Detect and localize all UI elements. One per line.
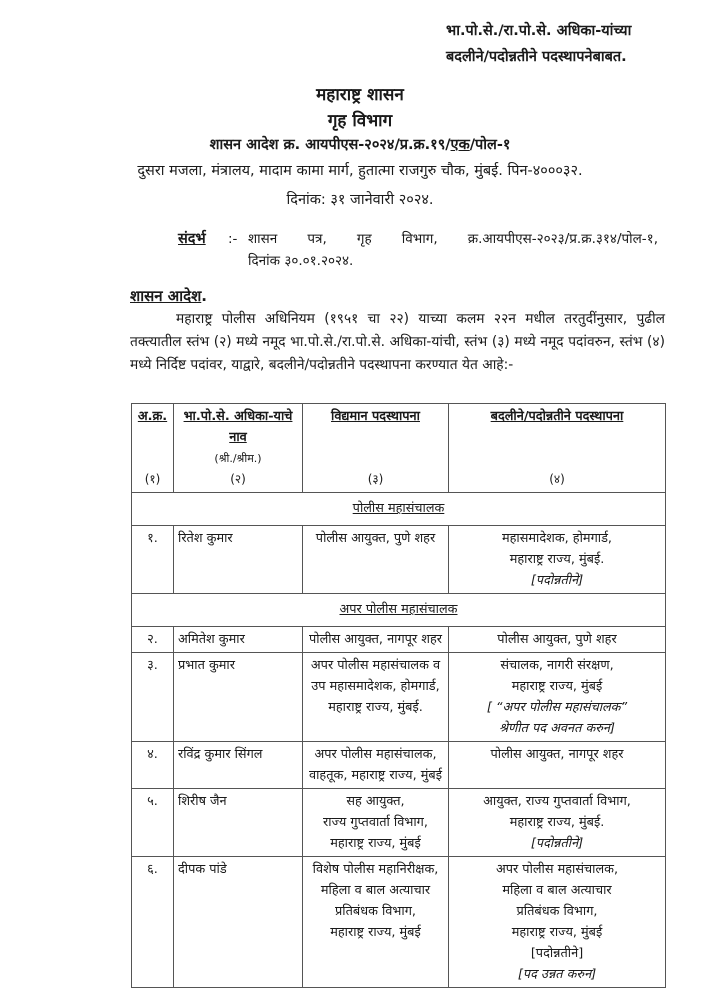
serial-number: ६. (147, 862, 158, 877)
posting-note: [पद उन्नत करुन] (517, 967, 597, 982)
header-current-num: (३) (367, 472, 384, 486)
table-row (132, 526, 666, 594)
officer-name-cell (174, 789, 303, 857)
department-title: गृह विभाग (327, 111, 393, 131)
category-label: पोलीस महासंचालक (352, 501, 445, 516)
office-address: दुसरा मजला, मंत्रालय, मादाम कामा मार्ग, हुतात्मा राजगुरु चौक, मुंबई. पिन-४०००३२. (137, 163, 583, 179)
category-cell (132, 594, 666, 627)
new-posting-line: महासमादेशक, होमगार्ड, (501, 531, 613, 546)
current-posting-line: महिला व बाल अत्याचार (320, 883, 431, 898)
posting-note: श्रेणीत पद अवनत करुन] (498, 721, 616, 736)
serial-number: ३. (147, 658, 158, 673)
current-posting-line: विशेष पोलीस महानिरीक्षक, (312, 862, 439, 877)
posting-note: [ “अपर पोलीस महासंचालक” (486, 700, 628, 715)
new-posting-cell (449, 627, 666, 653)
current-posting-line: राज्य गुप्तवार्ता विभाग, (323, 815, 428, 830)
category-row (132, 594, 666, 627)
officer-name-cell (174, 857, 303, 988)
new-posting-line: महाराष्ट्र राज्य, मुंबई (511, 925, 603, 940)
new-posting-line: महाराष्ट्र राज्य, मुंबई (511, 679, 603, 694)
current-posting-line: पोलीस आयुक्त, नागपूर शहर (308, 632, 442, 647)
officer-name-cell (174, 627, 303, 653)
serial-cell (132, 653, 174, 742)
subject-line-1: भा.पो.से./रा.पो.से. अधिका-यांच्या (446, 23, 632, 39)
posting-table (131, 403, 666, 988)
reference-block (178, 228, 668, 272)
current-posting-line: प्रतिबंधक विभाग, (335, 904, 416, 919)
current-posting-line: वाहतूक, महाराष्ट्र राज्य, मुंबई (308, 768, 442, 783)
serial-cell (132, 857, 174, 988)
new-posting-line: महाराष्ट्र राज्य, मुंबई. (509, 552, 605, 567)
current-posting-line: अपर पोलीस महासंचालक, (314, 747, 437, 762)
current-posting-cell (303, 526, 449, 594)
serial-number: ४. (147, 747, 158, 762)
header-serial-num: (१) (144, 472, 161, 486)
table-row (132, 653, 666, 742)
header-new-title: बदलीने/पदोन्नतीने पदस्थापना (490, 409, 624, 424)
current-posting-line: सह आयुक्त, (346, 794, 405, 809)
new-posting-line: महिला व बाल अत्याचार (502, 883, 612, 898)
table-row (132, 789, 666, 857)
serial-cell (132, 789, 174, 857)
new-posting-line: पोलीस आयुक्त, पुणे शहर (497, 632, 617, 647)
header-current-title: विद्यमान पदस्थापना (331, 409, 420, 424)
header-new-posting (449, 404, 666, 493)
officer-name: रितेश कुमार (178, 531, 233, 546)
order-body (130, 308, 665, 377)
new-posting-line: अपर पोलीस महासंचालक, (495, 862, 619, 877)
officer-name: प्रभात कुमार (178, 658, 235, 673)
current-posting-line: महाराष्ट्र राज्य, मुंबई. (328, 700, 423, 715)
serial-number: ५. (147, 794, 158, 809)
current-posting-cell (303, 857, 449, 988)
reference-colon: :- (228, 231, 238, 247)
reference-line-2: दिनांक ३०.०१.२०२४. (248, 253, 354, 269)
order-heading-period: . (201, 287, 207, 305)
serial-cell (132, 526, 174, 594)
new-posting-line: आयुक्त, राज्य गुप्तवार्ता विभाग, (483, 794, 631, 809)
new-posting-cell (449, 789, 666, 857)
category-label: अपर पोलीस महासंचालक (339, 602, 458, 617)
table-row (132, 857, 666, 988)
order-date: दिनांक: ३१ जानेवारी २०२४. (286, 192, 434, 208)
new-posting-cell (449, 526, 666, 594)
new-posting-cell (449, 857, 666, 988)
current-posting-line: पोलीस आयुक्त, पुणे शहर (315, 531, 436, 546)
serial-number: १. (147, 531, 158, 546)
header-officer-sub: (श्री./श्रीम.) (214, 452, 262, 465)
current-posting-line: उप महासमादेशक, होमगार्ड, (311, 679, 440, 694)
table-row (132, 627, 666, 653)
subject-line-2: बदलीने/पदोन्नतीने पदस्थापनेबाबत. (446, 49, 627, 65)
category-row (132, 493, 666, 526)
header-serial-title: अ.क्र. (137, 409, 168, 424)
officer-name-cell (174, 526, 303, 594)
serial-number: २. (147, 632, 158, 647)
reference-label: संदर्भ (178, 231, 206, 247)
current-posting-cell (303, 742, 449, 789)
header-officer-title: भा.पो.से. अधिका-याचे नाव (183, 409, 293, 445)
reference-line-1: शासन पत्र, गृह विभाग, क्र.आयपीएस-२०२३/प्र.क्र.३१४/पोल-१, (248, 231, 658, 247)
officer-name: रविंद्र कुमार सिंगल (178, 747, 263, 762)
government-title: महाराष्ट्र शासन (316, 85, 404, 105)
table-row (132, 742, 666, 789)
order-heading (130, 286, 207, 306)
current-posting-cell (303, 627, 449, 653)
new-posting-line: पोलीस आयुक्त, नागपूर शहर (490, 747, 624, 762)
posting-note: [पदोन्नतीने] (530, 573, 584, 588)
order-number-underlined: एक (450, 137, 470, 153)
subject-block (446, 18, 631, 70)
order-heading-text: शासन आदेश (130, 287, 202, 305)
category-cell (132, 493, 666, 526)
header-officer-name (174, 404, 303, 493)
officer-name: दीपक पांडे (178, 862, 227, 877)
order-number-prefix: शासन आदेश क्र. आयपीएस-२०२४/प्र.क्र.१९/ (209, 137, 451, 153)
officer-name: शिरीष जैन (178, 794, 227, 809)
current-posting-cell (303, 653, 449, 742)
current-posting-cell (303, 789, 449, 857)
current-posting-line: महाराष्ट्र राज्य, मुंबई (330, 836, 421, 851)
order-number-suffix: /पोल-१ (469, 137, 511, 153)
new-posting-line: संचालक, नागरी संरक्षण, (500, 658, 614, 673)
officer-name-cell (174, 653, 303, 742)
officer-name: अमितेश कुमार (178, 632, 245, 647)
new-posting-cell (449, 742, 666, 789)
posting-note: [पदोन्नतीने] (530, 836, 584, 851)
new-posting-line: महाराष्ट्र राज्य, मुंबई. (509, 815, 605, 830)
header-new-num: (४) (549, 472, 565, 486)
new-posting-line: [पदोन्नतीने] (530, 946, 584, 961)
new-posting-line: प्रतिबंधक विभाग, (516, 904, 598, 919)
header-officer-num: (२) (230, 472, 246, 486)
header-serial (132, 404, 174, 493)
serial-cell (132, 627, 174, 653)
current-posting-line: महाराष्ट्र राज्य, मुंबई (330, 925, 421, 940)
order-body-text: महाराष्ट्र पोलीस अधिनियम (१९५१ चा २२) याच्या कलम २२न मधील तरतुदींनुसार, पुढील तक्त्यातील स्तंभ (२) मध्ये नमूद भा.पो.से./रा.पो.से. अधिका-यांची, स्तंभ (३) मध्ये नमूद पदांवरुन, स्तंभ (४) मध्ये निर्दिष्ट पदांवर, याद्वारे, बदलीने/पदोन्नतीने पदस्थापना करण्यात येत आहे:- (130, 311, 665, 373)
order-number (0, 134, 720, 154)
current-posting-line: अपर पोलीस महासंचालक व (310, 658, 441, 673)
header-current-posting (303, 404, 449, 493)
serial-cell (132, 742, 174, 789)
table-header-row (132, 404, 666, 493)
new-posting-cell (449, 653, 666, 742)
officer-name-cell (174, 742, 303, 789)
